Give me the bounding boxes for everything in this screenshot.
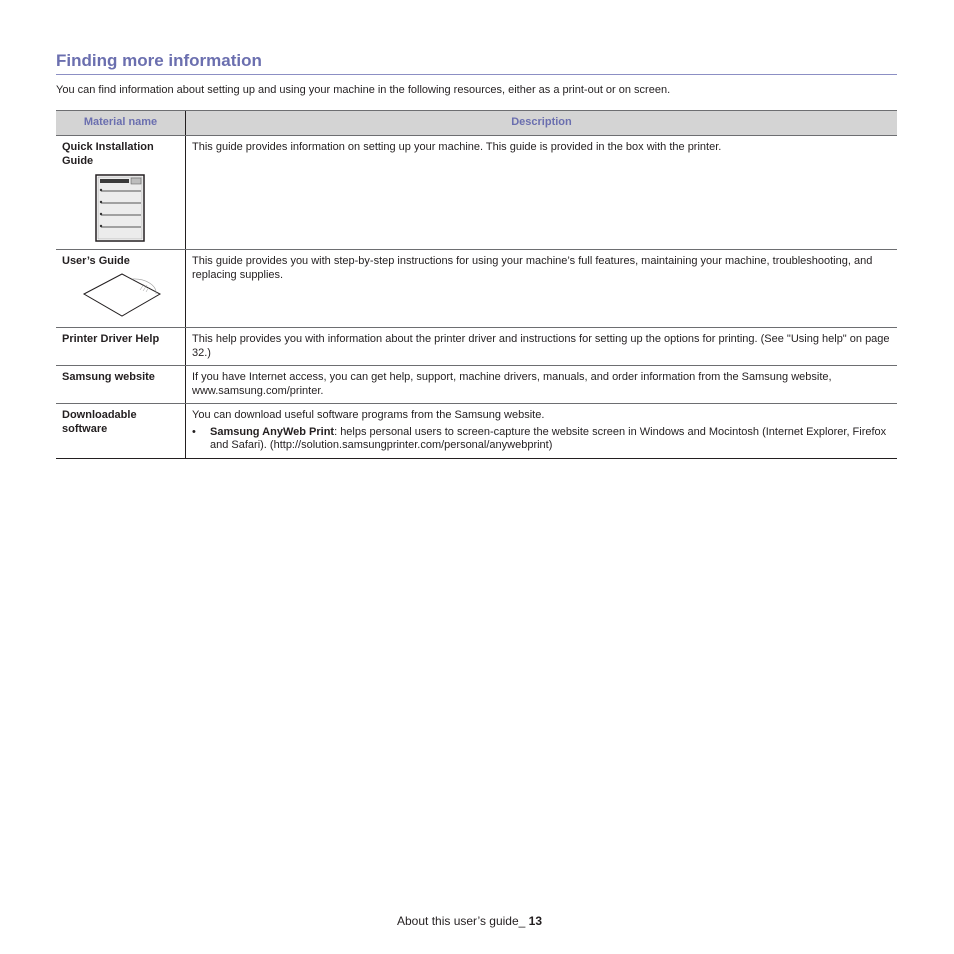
description-cell: This help provides you with information about the printer driver and instructions for setting up the options for printing. (See "Using help" on page 32.) [186,328,898,366]
table-header-row [56,111,897,136]
material-name: User’s Guide [62,255,130,267]
column-header-description: Description [186,111,898,136]
page-title: Finding more information [56,51,262,70]
material-name-cell [56,250,186,328]
column-header-material: Material name [56,111,186,136]
bullet-term: Samsung AnyWeb Print [210,425,335,438]
description-cell: This guide provides information on setting up your machine. This guide is provided in the box with the printer. [186,136,898,250]
description-text: You can download useful software programs from the Samsung website. [192,409,545,421]
intro-text: You can find information about setting up and using your machine in the following resources, either as a print-out or on screen. [56,84,671,96]
table-row [56,404,897,459]
title-divider [56,74,897,75]
table-row [56,366,897,404]
table-row [56,328,897,366]
material-name-cell: Samsung website [56,366,186,404]
page-number: 13 [528,914,543,928]
description-cell: If you have Internet access, you can get help, support, machine drivers, manuals, and order information from the Samsung website, www.samsung.com/printer. [186,366,898,404]
material-name-cell: Downloadable software [56,404,186,459]
description-cell [186,404,898,459]
material-name-cell: Printer Driver Help [56,328,186,366]
bullet-item [192,426,891,453]
material-name-cell [56,136,186,250]
bullet-mark: • [192,425,196,438]
bullet-text: : helps personal users to screen-capture the website screen in Windows and Mocintosh (Internet Explorer, Firefox and Safari). (http://solution.samsungprinter.com/personal/anywebprint) [210,425,887,451]
table-row [56,136,897,250]
table-row [56,250,897,328]
material-name: Quick Installation Guide [62,141,154,167]
page-footer [397,914,542,928]
footer-label: About this user’s guide_ [397,914,526,928]
cd-sleeve-icon [82,272,162,322]
quick-guide-thumbnail-icon [95,174,155,244]
description-cell: This guide provides you with step-by-step instructions for using your machine’s full features, maintaining your machine, troubleshooting, and replacing supplies. [186,250,898,328]
resources-table [56,110,897,459]
